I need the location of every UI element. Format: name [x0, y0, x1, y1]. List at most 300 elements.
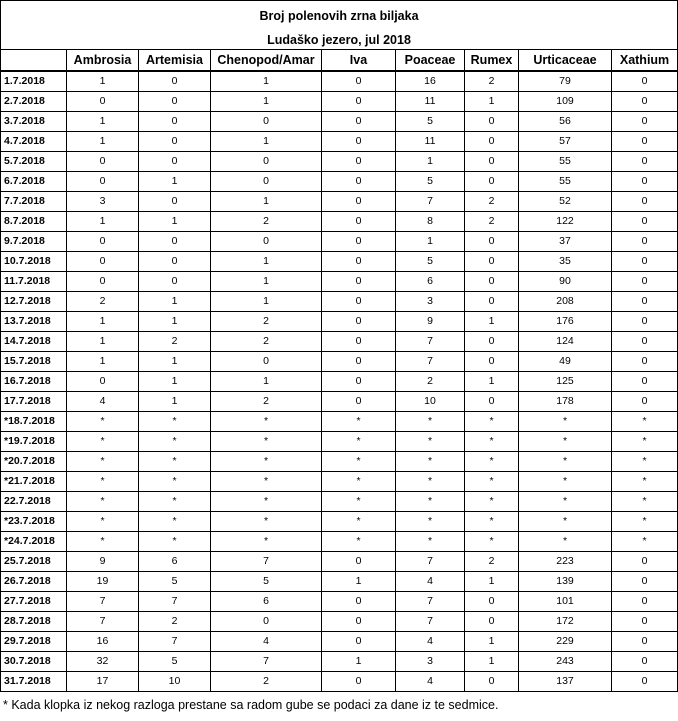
count-cell: *: [612, 452, 678, 472]
count-cell: 0: [322, 632, 396, 652]
count-cell: 101: [519, 592, 612, 612]
count-cell: *: [465, 512, 519, 532]
count-cell: *: [396, 452, 465, 472]
count-cell: *: [67, 532, 139, 552]
count-cell: 5: [211, 572, 322, 592]
count-cell: 5: [139, 572, 211, 592]
count-cell: 0: [465, 132, 519, 152]
count-cell: 2: [139, 332, 211, 352]
count-cell: 7: [396, 352, 465, 372]
date-cell: 7.7.2018: [1, 192, 67, 212]
count-cell: 0: [211, 152, 322, 172]
count-cell: 0: [465, 272, 519, 292]
count-cell: 0: [465, 332, 519, 352]
count-cell: 0: [465, 672, 519, 692]
count-cell: 0: [322, 312, 396, 332]
count-cell: 7: [139, 632, 211, 652]
date-cell: 28.7.2018: [1, 612, 67, 632]
date-cell: *24.7.2018: [1, 532, 67, 552]
count-cell: *: [322, 532, 396, 552]
table-row: [1, 572, 678, 592]
date-cell: 5.7.2018: [1, 152, 67, 172]
count-cell: *: [139, 452, 211, 472]
count-cell: 0: [612, 572, 678, 592]
count-cell: 2: [67, 292, 139, 312]
count-cell: 0: [612, 92, 678, 112]
count-cell: 1: [211, 272, 322, 292]
count-cell: 1: [67, 71, 139, 92]
count-cell: *: [322, 472, 396, 492]
count-cell: 0: [612, 312, 678, 332]
count-cell: 9: [67, 552, 139, 572]
count-cell: 172: [519, 612, 612, 632]
count-cell: *: [322, 412, 396, 432]
count-cell: 2: [465, 552, 519, 572]
count-cell: 0: [322, 272, 396, 292]
count-cell: 0: [139, 92, 211, 112]
count-cell: 0: [465, 232, 519, 252]
count-cell: 1: [465, 632, 519, 652]
date-cell: 26.7.2018: [1, 572, 67, 592]
count-cell: *: [465, 412, 519, 432]
count-cell: 0: [612, 152, 678, 172]
count-cell: 4: [396, 672, 465, 692]
table-title: Broj polenovih zrna biljaka: [1, 1, 678, 32]
count-cell: *: [211, 432, 322, 452]
count-cell: 0: [139, 232, 211, 252]
count-cell: *: [519, 532, 612, 552]
count-cell: *: [465, 452, 519, 472]
count-cell: 0: [322, 592, 396, 612]
table-row: [1, 312, 678, 332]
table-row: [1, 272, 678, 292]
count-cell: 0: [612, 71, 678, 92]
date-cell: 1.7.2018: [1, 71, 67, 92]
count-cell: *: [139, 532, 211, 552]
count-cell: *: [211, 412, 322, 432]
count-cell: *: [519, 412, 612, 432]
count-cell: 1: [396, 152, 465, 172]
date-cell: 27.7.2018: [1, 592, 67, 612]
date-cell: 31.7.2018: [1, 672, 67, 692]
count-cell: 0: [67, 92, 139, 112]
count-cell: 1: [67, 112, 139, 132]
count-cell: 55: [519, 172, 612, 192]
count-cell: *: [322, 492, 396, 512]
count-cell: 0: [322, 252, 396, 272]
count-cell: *: [67, 412, 139, 432]
date-cell: 2.7.2018: [1, 92, 67, 112]
count-cell: 137: [519, 672, 612, 692]
column-header: Rumex: [465, 50, 519, 72]
count-cell: *: [465, 432, 519, 452]
date-cell: 4.7.2018: [1, 132, 67, 152]
date-cell: 29.7.2018: [1, 632, 67, 652]
count-cell: 0: [322, 612, 396, 632]
date-cell: 8.7.2018: [1, 212, 67, 232]
column-header: Chenopod/Amar: [211, 50, 322, 72]
count-cell: 0: [211, 612, 322, 632]
date-cell: 17.7.2018: [1, 392, 67, 412]
table-row: [1, 292, 678, 312]
date-cell: 11.7.2018: [1, 272, 67, 292]
date-cell: *18.7.2018: [1, 412, 67, 432]
count-cell: 176: [519, 312, 612, 332]
count-cell: 17: [67, 672, 139, 692]
count-cell: 0: [322, 372, 396, 392]
count-cell: 0: [612, 592, 678, 612]
count-cell: 56: [519, 112, 612, 132]
count-cell: 0: [211, 172, 322, 192]
count-cell: 2: [211, 392, 322, 412]
count-cell: 0: [612, 352, 678, 372]
count-cell: 4: [211, 632, 322, 652]
count-cell: 1: [322, 572, 396, 592]
count-cell: 1: [396, 232, 465, 252]
count-cell: 2: [465, 212, 519, 232]
count-cell: 5: [139, 652, 211, 672]
date-cell: 16.7.2018: [1, 372, 67, 392]
count-cell: 7: [396, 192, 465, 212]
count-cell: 7: [396, 592, 465, 612]
count-cell: 0: [139, 112, 211, 132]
count-cell: 6: [139, 552, 211, 572]
table-row: [1, 472, 678, 492]
count-cell: *: [465, 492, 519, 512]
count-cell: 1: [465, 92, 519, 112]
column-header: Iva: [322, 50, 396, 72]
count-cell: 11: [396, 132, 465, 152]
count-cell: 0: [139, 272, 211, 292]
date-cell: 3.7.2018: [1, 112, 67, 132]
count-cell: 0: [465, 112, 519, 132]
date-cell: 13.7.2018: [1, 312, 67, 332]
table-row: [1, 71, 678, 92]
count-cell: 3: [396, 292, 465, 312]
date-cell: 6.7.2018: [1, 172, 67, 192]
date-cell: 30.7.2018: [1, 652, 67, 672]
table-row: [1, 132, 678, 152]
count-cell: 0: [211, 232, 322, 252]
count-cell: 32: [67, 652, 139, 672]
count-cell: 223: [519, 552, 612, 572]
count-cell: 139: [519, 572, 612, 592]
count-cell: 0: [67, 372, 139, 392]
table-subtitle: Ludaško jezero, jul 2018: [1, 31, 678, 50]
count-cell: *: [322, 512, 396, 532]
count-cell: 0: [612, 372, 678, 392]
count-cell: 1: [139, 292, 211, 312]
count-cell: *: [67, 472, 139, 492]
count-cell: *: [519, 452, 612, 472]
count-cell: 6: [396, 272, 465, 292]
count-cell: 4: [396, 572, 465, 592]
count-cell: 122: [519, 212, 612, 232]
count-cell: 2: [211, 312, 322, 332]
count-cell: 1: [211, 292, 322, 312]
date-cell: 14.7.2018: [1, 332, 67, 352]
table-row: [1, 532, 678, 552]
count-cell: 5: [396, 112, 465, 132]
date-cell: 12.7.2018: [1, 292, 67, 312]
count-cell: 1: [322, 652, 396, 672]
count-cell: 7: [396, 612, 465, 632]
count-cell: 1: [67, 212, 139, 232]
date-cell: 25.7.2018: [1, 552, 67, 572]
count-cell: 5: [396, 172, 465, 192]
count-cell: 1: [211, 132, 322, 152]
count-cell: 0: [465, 592, 519, 612]
count-cell: 79: [519, 71, 612, 92]
count-cell: 0: [612, 192, 678, 212]
count-cell: 0: [612, 172, 678, 192]
count-cell: 0: [322, 672, 396, 692]
count-cell: *: [67, 512, 139, 532]
count-cell: 0: [67, 272, 139, 292]
count-cell: 8: [396, 212, 465, 232]
count-cell: *: [465, 532, 519, 552]
count-cell: 11: [396, 92, 465, 112]
count-cell: *: [211, 472, 322, 492]
count-cell: *: [322, 452, 396, 472]
count-cell: *: [612, 412, 678, 432]
count-cell: 4: [67, 392, 139, 412]
column-header: Ambrosia: [67, 50, 139, 72]
table-row: [1, 432, 678, 452]
count-cell: 0: [612, 112, 678, 132]
count-cell: 0: [465, 352, 519, 372]
table-row: [1, 552, 678, 572]
count-cell: 2: [465, 71, 519, 92]
count-cell: *: [396, 492, 465, 512]
count-cell: 0: [322, 132, 396, 152]
table-row: [1, 372, 678, 392]
count-cell: 1: [139, 172, 211, 192]
count-cell: 1: [67, 132, 139, 152]
count-cell: *: [211, 452, 322, 472]
count-cell: 55: [519, 152, 612, 172]
count-cell: 16: [396, 71, 465, 92]
table-row: [1, 632, 678, 652]
count-cell: 1: [211, 372, 322, 392]
header-date-cell: [1, 50, 67, 72]
count-cell: 0: [465, 292, 519, 312]
count-cell: *: [612, 472, 678, 492]
count-cell: 0: [67, 232, 139, 252]
count-cell: 0: [322, 212, 396, 232]
count-cell: 3: [396, 652, 465, 672]
count-cell: 1: [211, 71, 322, 92]
count-cell: 2: [139, 612, 211, 632]
count-cell: 0: [211, 112, 322, 132]
count-cell: *: [396, 412, 465, 432]
count-cell: 0: [612, 212, 678, 232]
table-row: [1, 332, 678, 352]
count-cell: *: [139, 492, 211, 512]
count-cell: *: [211, 492, 322, 512]
count-cell: *: [211, 512, 322, 532]
footnote: * Kada klopka iz nekog razloga prestane sa radom gube se podaci za dane iz te sedmice.: [3, 698, 499, 712]
count-cell: 229: [519, 632, 612, 652]
count-cell: 2: [465, 192, 519, 212]
count-cell: 57: [519, 132, 612, 152]
count-cell: 7: [67, 592, 139, 612]
count-cell: *: [396, 512, 465, 532]
count-cell: 7: [211, 652, 322, 672]
count-cell: 49: [519, 352, 612, 372]
table-row: [1, 352, 678, 372]
count-cell: 0: [465, 152, 519, 172]
count-cell: 1: [211, 192, 322, 212]
count-cell: 7: [67, 612, 139, 632]
column-header: Urticaceae: [519, 50, 612, 72]
count-cell: *: [67, 452, 139, 472]
count-cell: 0: [612, 272, 678, 292]
table-row: [1, 192, 678, 212]
count-cell: 0: [612, 232, 678, 252]
count-cell: 243: [519, 652, 612, 672]
count-cell: *: [139, 472, 211, 492]
count-cell: *: [139, 412, 211, 432]
count-cell: *: [612, 432, 678, 452]
count-cell: 19: [67, 572, 139, 592]
count-cell: 1: [465, 312, 519, 332]
count-cell: 0: [322, 112, 396, 132]
count-cell: *: [211, 532, 322, 552]
count-cell: 0: [322, 292, 396, 312]
count-cell: 0: [322, 192, 396, 212]
table-row: [1, 492, 678, 512]
date-cell: 15.7.2018: [1, 352, 67, 372]
count-cell: 35: [519, 252, 612, 272]
count-cell: *: [139, 512, 211, 532]
count-cell: 6: [211, 592, 322, 612]
count-cell: 1: [139, 372, 211, 392]
count-cell: 4: [396, 632, 465, 652]
count-cell: 1: [465, 372, 519, 392]
count-cell: 0: [139, 132, 211, 152]
count-cell: 124: [519, 332, 612, 352]
count-cell: 109: [519, 92, 612, 112]
count-cell: 0: [612, 612, 678, 632]
count-cell: 0: [139, 152, 211, 172]
count-cell: 37: [519, 232, 612, 252]
count-cell: 0: [322, 392, 396, 412]
count-cell: 0: [322, 152, 396, 172]
count-cell: *: [322, 432, 396, 452]
count-cell: 90: [519, 272, 612, 292]
count-cell: 0: [465, 392, 519, 412]
count-cell: 0: [612, 552, 678, 572]
table-row: [1, 392, 678, 412]
date-cell: 22.7.2018: [1, 492, 67, 512]
count-cell: 0: [322, 92, 396, 112]
count-cell: 0: [612, 292, 678, 312]
table-row: [1, 172, 678, 192]
table-row: [1, 232, 678, 252]
count-cell: 1: [139, 352, 211, 372]
count-cell: *: [396, 532, 465, 552]
count-cell: *: [67, 432, 139, 452]
count-cell: *: [519, 512, 612, 532]
column-header: Xathium: [612, 50, 678, 72]
count-cell: 0: [465, 172, 519, 192]
count-cell: 1: [465, 652, 519, 672]
table-row: [1, 112, 678, 132]
table-row: [1, 512, 678, 532]
count-cell: 0: [612, 672, 678, 692]
count-cell: 1: [139, 392, 211, 412]
table-row: [1, 152, 678, 172]
table-row: [1, 612, 678, 632]
count-cell: 1: [139, 312, 211, 332]
count-cell: *: [612, 532, 678, 552]
count-cell: 52: [519, 192, 612, 212]
count-cell: 10: [139, 672, 211, 692]
column-header: Poaceae: [396, 50, 465, 72]
count-cell: 1: [211, 252, 322, 272]
count-cell: 178: [519, 392, 612, 412]
count-cell: 0: [612, 392, 678, 412]
table-row: [1, 212, 678, 232]
count-cell: 7: [139, 592, 211, 612]
count-cell: 9: [396, 312, 465, 332]
count-cell: *: [612, 492, 678, 512]
count-cell: 0: [322, 332, 396, 352]
count-cell: 0: [67, 252, 139, 272]
count-cell: 0: [67, 172, 139, 192]
count-cell: *: [612, 512, 678, 532]
count-cell: 208: [519, 292, 612, 312]
count-cell: 0: [211, 352, 322, 372]
count-cell: 5: [396, 252, 465, 272]
date-cell: 9.7.2018: [1, 232, 67, 252]
table-row: [1, 452, 678, 472]
count-cell: 0: [322, 352, 396, 372]
count-cell: 1: [67, 332, 139, 352]
count-cell: 3: [67, 192, 139, 212]
count-cell: 1: [67, 352, 139, 372]
count-cell: *: [465, 472, 519, 492]
count-cell: 7: [396, 332, 465, 352]
count-cell: 0: [67, 152, 139, 172]
table-row: [1, 672, 678, 692]
table-row: [1, 252, 678, 272]
date-cell: *20.7.2018: [1, 452, 67, 472]
date-cell: *19.7.2018: [1, 432, 67, 452]
count-cell: 0: [322, 552, 396, 572]
count-cell: 0: [612, 252, 678, 272]
count-cell: 7: [211, 552, 322, 572]
count-cell: 0: [465, 612, 519, 632]
count-cell: *: [67, 492, 139, 512]
count-cell: 2: [211, 212, 322, 232]
count-cell: 10: [396, 392, 465, 412]
count-cell: 0: [139, 71, 211, 92]
count-cell: 0: [322, 232, 396, 252]
count-cell: 16: [67, 632, 139, 652]
count-cell: 7: [396, 552, 465, 572]
column-header: Artemisia: [139, 50, 211, 72]
table-row: [1, 92, 678, 112]
date-cell: *23.7.2018: [1, 512, 67, 532]
count-cell: *: [396, 472, 465, 492]
count-cell: 0: [612, 652, 678, 672]
count-cell: 0: [612, 632, 678, 652]
count-cell: 0: [139, 252, 211, 272]
count-cell: 1: [67, 312, 139, 332]
count-cell: 125: [519, 372, 612, 392]
